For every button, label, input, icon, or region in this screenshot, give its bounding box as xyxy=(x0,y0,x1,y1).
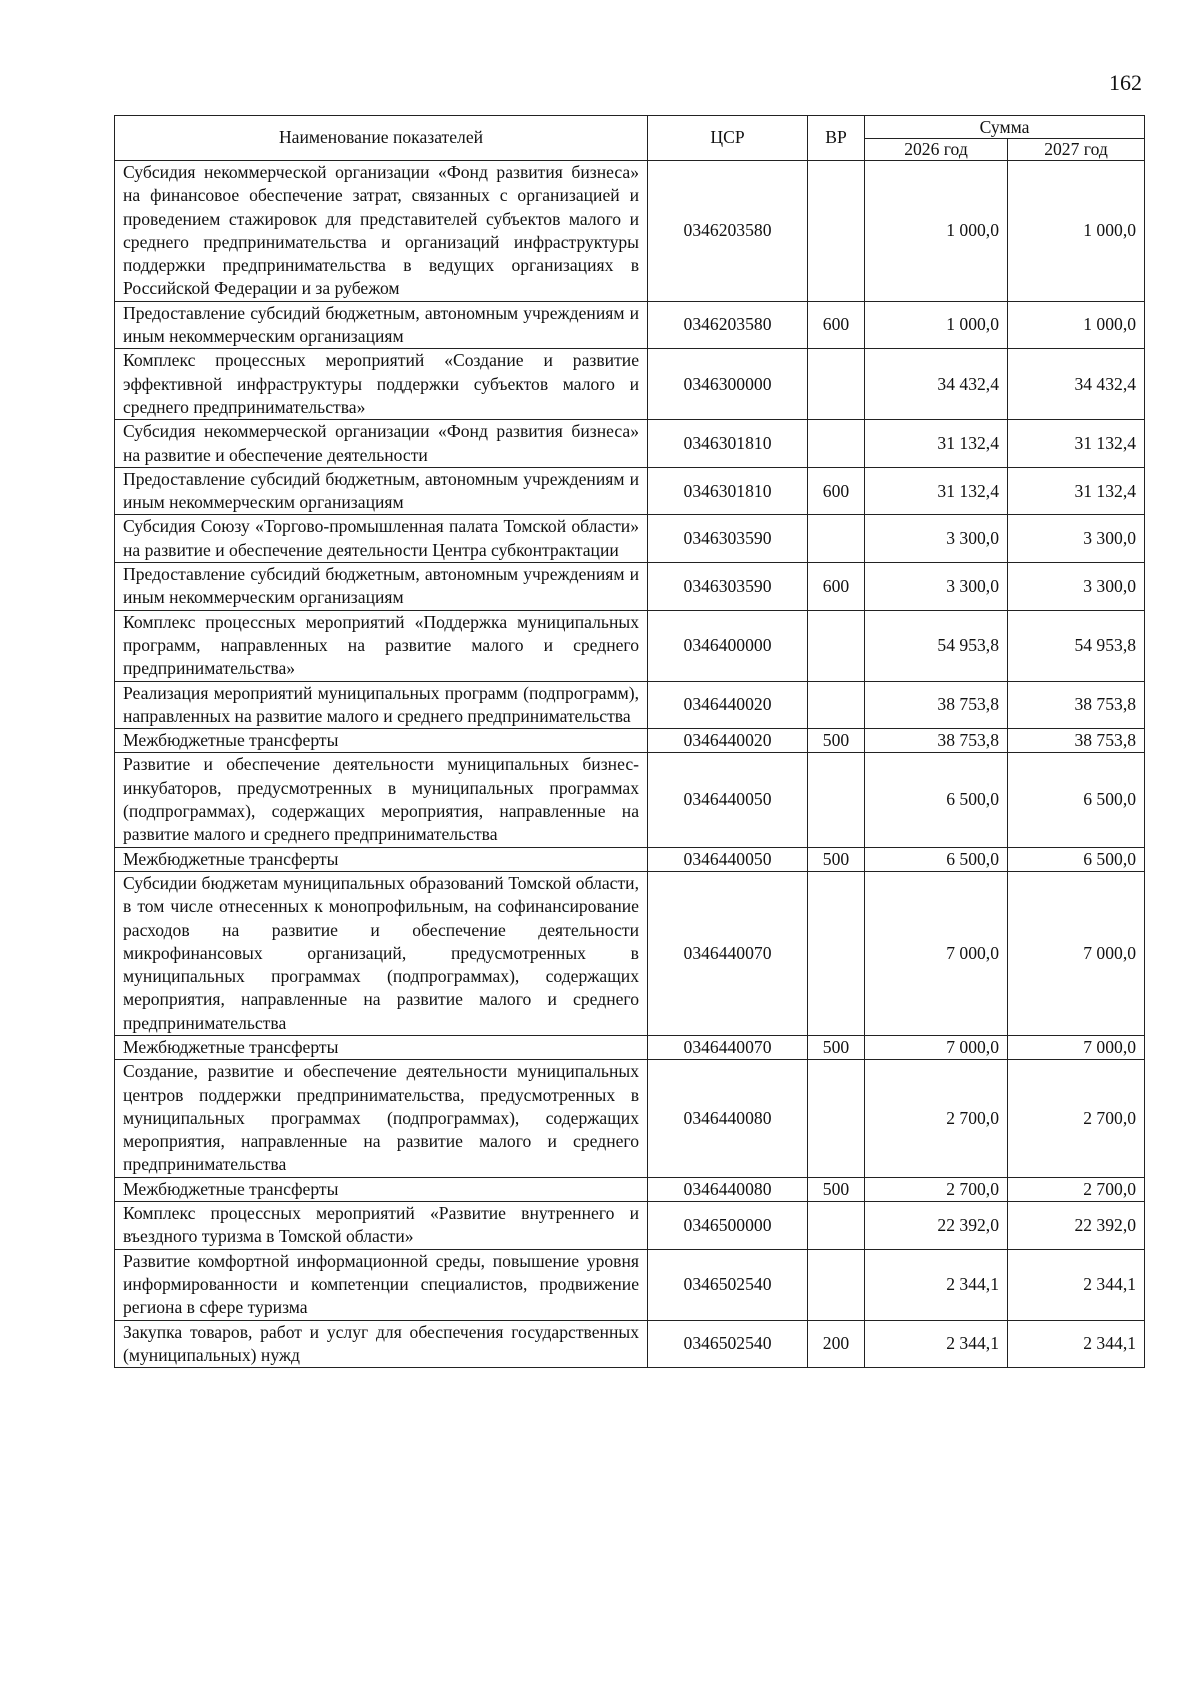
cell-sum-2027: 22 392,0 xyxy=(1008,1202,1145,1250)
table-row xyxy=(115,1060,1145,1177)
cell-vr: 500 xyxy=(808,847,865,871)
cell-sum-2026: 38 753,8 xyxy=(865,729,1008,753)
cell-sum-2026: 6 500,0 xyxy=(865,753,1008,847)
cell-sum-2026: 3 300,0 xyxy=(865,563,1008,611)
table-row xyxy=(115,161,1145,302)
cell-sum-2026: 54 953,8 xyxy=(865,610,1008,681)
cell-csr: 0346440020 xyxy=(648,729,808,753)
table-row xyxy=(115,681,1145,729)
table-row xyxy=(115,349,1145,420)
table-body xyxy=(115,161,1145,1368)
cell-name: Межбюджетные трансферты xyxy=(115,1177,648,1201)
cell-vr: 600 xyxy=(808,301,865,349)
cell-sum-2026: 1 000,0 xyxy=(865,301,1008,349)
cell-sum-2027: 31 132,4 xyxy=(1008,467,1145,515)
cell-name: Комплекс процессных мероприятий «Создание и развитие эффективной инфраструктуры поддержки субъектов малого и среднего предпринимательства» xyxy=(115,349,648,420)
cell-sum-2027: 2 344,1 xyxy=(1008,1249,1145,1320)
cell-csr: 0346300000 xyxy=(648,349,808,420)
cell-sum-2026: 31 132,4 xyxy=(865,467,1008,515)
cell-vr xyxy=(808,1202,865,1250)
cell-vr: 600 xyxy=(808,467,865,515)
header-year-2027: 2027 год xyxy=(1008,139,1145,161)
table-row xyxy=(115,871,1145,1035)
cell-csr: 0346301810 xyxy=(648,467,808,515)
header-csr: ЦСР xyxy=(648,116,808,161)
cell-csr: 0346303590 xyxy=(648,563,808,611)
cell-name: Межбюджетные трансферты xyxy=(115,847,648,871)
cell-csr: 0346303590 xyxy=(648,515,808,563)
cell-csr: 0346400000 xyxy=(648,610,808,681)
cell-name: Закупка товаров, работ и услуг для обеспечения государственных (муниципальных) нужд xyxy=(115,1320,648,1368)
cell-sum-2027: 6 500,0 xyxy=(1008,753,1145,847)
cell-sum-2027: 3 300,0 xyxy=(1008,515,1145,563)
budget-table xyxy=(114,115,1145,1368)
cell-vr xyxy=(808,349,865,420)
cell-name: Развитие комфортной информационной среды, повышение уровня информированности и компетенции специалистов, продвижение региона в сфере туризма xyxy=(115,1249,648,1320)
cell-sum-2027: 31 132,4 xyxy=(1008,420,1145,468)
cell-name: Межбюджетные трансферты xyxy=(115,1035,648,1059)
table-row xyxy=(115,847,1145,871)
cell-csr: 0346440050 xyxy=(648,847,808,871)
cell-vr xyxy=(808,1249,865,1320)
header-year-2026: 2026 год xyxy=(865,139,1008,161)
table-row xyxy=(115,729,1145,753)
table-row xyxy=(115,1177,1145,1201)
cell-name: Реализация мероприятий муниципальных программ (подпрограмм), направленных на развитие малого и среднего предпринимательства xyxy=(115,681,648,729)
cell-vr xyxy=(808,753,865,847)
table-row xyxy=(115,1035,1145,1059)
table-row xyxy=(115,563,1145,611)
cell-sum-2026: 1 000,0 xyxy=(865,161,1008,302)
cell-name: Создание, развитие и обеспечение деятельности муниципальных центров поддержки предпринимательства, предусмотренных в муниципальных программах (подпрограммах), содержащих мероприятия, направленные на развитие малого и среднего предпринимательства xyxy=(115,1060,648,1177)
cell-name: Предоставление субсидий бюджетным, автономным учреждениям и иным некоммерческим организациям xyxy=(115,563,648,611)
cell-name: Развитие и обеспечение деятельности муниципальных бизнес-инкубаторов, предусмотренных в муниципальных программах (подпрограммах), содержащих мероприятия, направленные на развитие малого и среднего предпринимательства xyxy=(115,753,648,847)
cell-sum-2026: 6 500,0 xyxy=(865,847,1008,871)
page-number: 162 xyxy=(1109,70,1142,95)
header-name: Наименование показателей xyxy=(115,116,648,161)
cell-name: Субсидия некоммерческой организации «Фонд развития бизнеса» на развитие и обеспечение деятельности xyxy=(115,420,648,468)
cell-sum-2026: 7 000,0 xyxy=(865,871,1008,1035)
cell-csr: 0346440080 xyxy=(648,1177,808,1201)
cell-sum-2027: 2 700,0 xyxy=(1008,1177,1145,1201)
cell-sum-2027: 1 000,0 xyxy=(1008,161,1145,302)
cell-vr xyxy=(808,1060,865,1177)
cell-vr xyxy=(808,161,865,302)
cell-sum-2027: 7 000,0 xyxy=(1008,1035,1145,1059)
cell-csr: 0346203580 xyxy=(648,161,808,302)
cell-sum-2026: 34 432,4 xyxy=(865,349,1008,420)
table-row xyxy=(115,301,1145,349)
table-row xyxy=(115,753,1145,847)
cell-vr xyxy=(808,515,865,563)
table-row xyxy=(115,467,1145,515)
table-row xyxy=(115,420,1145,468)
cell-sum-2026: 3 300,0 xyxy=(865,515,1008,563)
header-sum: Сумма xyxy=(865,116,1145,139)
cell-name: Комплекс процессных мероприятий «Поддержка муниципальных программ, направленных на развитие малого и среднего предпринимательства» xyxy=(115,610,648,681)
cell-sum-2026: 31 132,4 xyxy=(865,420,1008,468)
cell-sum-2027: 38 753,8 xyxy=(1008,681,1145,729)
cell-csr: 0346440080 xyxy=(648,1060,808,1177)
cell-sum-2026: 2 344,1 xyxy=(865,1320,1008,1368)
table-row xyxy=(115,515,1145,563)
cell-sum-2027: 3 300,0 xyxy=(1008,563,1145,611)
cell-vr: 500 xyxy=(808,1035,865,1059)
cell-sum-2027: 54 953,8 xyxy=(1008,610,1145,681)
cell-sum-2027: 34 432,4 xyxy=(1008,349,1145,420)
header-vr: ВР xyxy=(808,116,865,161)
cell-sum-2027: 2 344,1 xyxy=(1008,1320,1145,1368)
cell-vr xyxy=(808,610,865,681)
cell-sum-2027: 38 753,8 xyxy=(1008,729,1145,753)
table-row xyxy=(115,1320,1145,1368)
cell-sum-2026: 2 344,1 xyxy=(865,1249,1008,1320)
cell-name: Субсидия Союзу «Торгово-промышленная палата Томской области» на развитие и обеспечение деятельности Центра субконтрактации xyxy=(115,515,648,563)
table-row xyxy=(115,1249,1145,1320)
cell-vr: 500 xyxy=(808,729,865,753)
cell-vr: 600 xyxy=(808,563,865,611)
cell-name: Субсидия некоммерческой организации «Фонд развития бизнеса» на финансовое обеспечение затрат, связанных с организацией и проведением стажировок для представителей субъектов малого и среднего предпринимательства и организаций инфраструктуры поддержки предпринимательства в ведущих организациях в Российской Федерации и за рубежом xyxy=(115,161,648,302)
cell-name: Предоставление субсидий бюджетным, автономным учреждениям и иным некоммерческим организациям xyxy=(115,301,648,349)
cell-csr: 0346502540 xyxy=(648,1249,808,1320)
cell-csr: 0346500000 xyxy=(648,1202,808,1250)
cell-csr: 0346440050 xyxy=(648,753,808,847)
cell-sum-2026: 22 392,0 xyxy=(865,1202,1008,1250)
cell-csr: 0346440070 xyxy=(648,1035,808,1059)
table-row xyxy=(115,1202,1145,1250)
cell-vr xyxy=(808,871,865,1035)
cell-csr: 0346203580 xyxy=(648,301,808,349)
cell-name: Комплекс процессных мероприятий «Развитие внутреннего и въездного туризма в Томской области» xyxy=(115,1202,648,1250)
cell-csr: 0346301810 xyxy=(648,420,808,468)
cell-csr: 0346440070 xyxy=(648,871,808,1035)
cell-name: Межбюджетные трансферты xyxy=(115,729,648,753)
cell-vr xyxy=(808,681,865,729)
cell-csr: 0346440020 xyxy=(648,681,808,729)
cell-sum-2027: 6 500,0 xyxy=(1008,847,1145,871)
cell-vr: 500 xyxy=(808,1177,865,1201)
cell-sum-2027: 7 000,0 xyxy=(1008,871,1145,1035)
cell-sum-2026: 38 753,8 xyxy=(865,681,1008,729)
cell-sum-2026: 2 700,0 xyxy=(865,1177,1008,1201)
cell-vr xyxy=(808,420,865,468)
cell-sum-2026: 7 000,0 xyxy=(865,1035,1008,1059)
cell-name: Субсидии бюджетам муниципальных образований Томской области, в том числе отнесенных к монопрофильным, на софинансирование расходов на развитие и обеспечение деятельности микрофинансовых организаций, предусмотренных в муниципальных программах (подпрограммах), содержащих мероприятия, направленные на развитие малого и среднего предпринимательства xyxy=(115,871,648,1035)
cell-vr: 200 xyxy=(808,1320,865,1368)
cell-name: Предоставление субсидий бюджетным, автономным учреждениям и иным некоммерческим организациям xyxy=(115,467,648,515)
cell-csr: 0346502540 xyxy=(648,1320,808,1368)
cell-sum-2027: 1 000,0 xyxy=(1008,301,1145,349)
cell-sum-2026: 2 700,0 xyxy=(865,1060,1008,1177)
cell-sum-2027: 2 700,0 xyxy=(1008,1060,1145,1177)
table-header xyxy=(115,116,1145,161)
table-row xyxy=(115,610,1145,681)
